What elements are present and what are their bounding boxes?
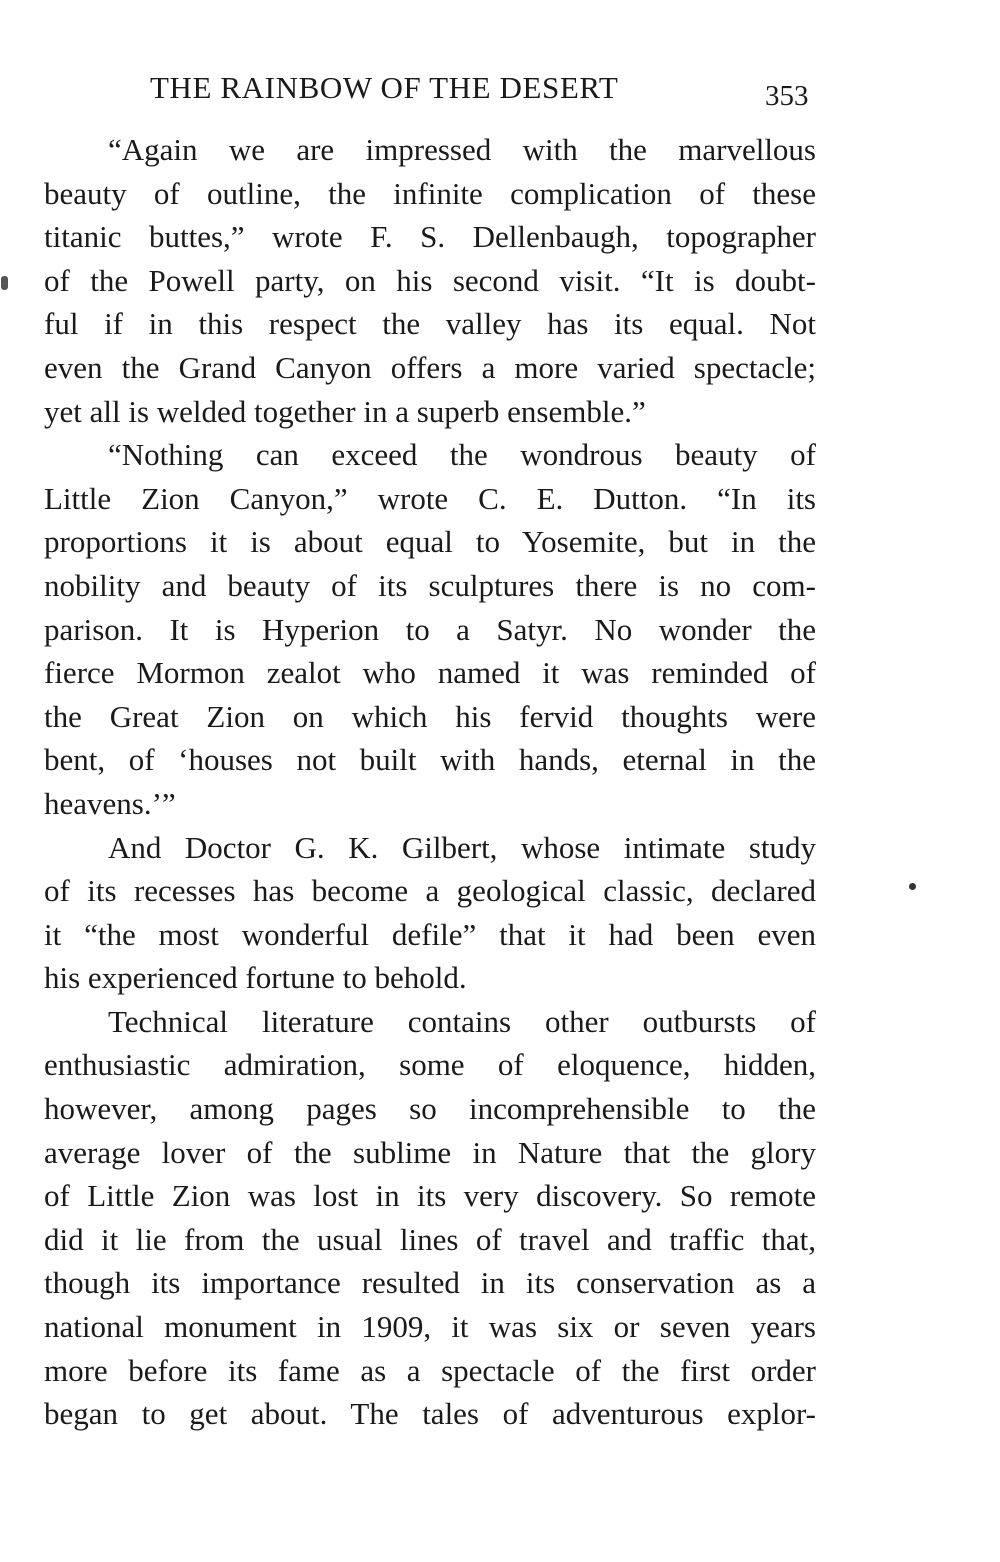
- text-line: enthusiastic admiration, some of eloquence, hidden,: [44, 1047, 816, 1083]
- text-line: of its recesses has become a geological classic, declared: [44, 873, 816, 909]
- margin-mark: [1, 276, 8, 290]
- text-line: it “the most wonderful defile” that it had been even: [44, 916, 816, 952]
- text-line: proportions it is about equal to Yosemite, but in the: [44, 524, 816, 560]
- text-line: nobility and beauty of its sculptures there is no com-: [44, 567, 816, 603]
- running-head: [150, 70, 820, 114]
- margin-dot: [909, 883, 916, 890]
- text-line: his experienced fortune to behold.: [44, 960, 467, 996]
- running-title: THE RAINBOW OF THE DESERT: [150, 70, 619, 105]
- body-text: [44, 128, 816, 1436]
- text-line: ful if in this respect the valley has its equal. Not: [44, 306, 816, 342]
- text-line: parison. It is Hyperion to a Satyr. No wonder the: [44, 611, 816, 647]
- text-line: titanic buttes,” wrote F. S. Dellenbaugh, topographer: [44, 219, 816, 255]
- text-line: bent, of ‘houses not built with hands, eternal in the: [44, 742, 816, 778]
- text-line: “Nothing can exceed the wondrous beauty of: [108, 437, 816, 473]
- text-line: “Again we are impressed with the marvellous: [108, 132, 816, 167]
- text-line: average lover of the sublime in Nature that the glory: [44, 1134, 816, 1170]
- text-line: though its importance resulted in its conservation as a: [44, 1265, 816, 1301]
- text-line: even the Grand Canyon offers a more varied spectacle;: [44, 349, 816, 385]
- text-line: the Great Zion on which his fervid thoughts were: [44, 698, 816, 734]
- paragraph: [44, 1000, 816, 1436]
- text-line: fierce Mormon zealot who named it was reminded of: [44, 655, 816, 691]
- paragraph: [44, 128, 816, 433]
- text-line: beauty of outline, the infinite complication of these: [44, 175, 816, 211]
- text-line: did it lie from the usual lines of travel and traffic that,: [44, 1221, 816, 1257]
- text-line: yet all is welded together in a superb ensemble.”: [44, 393, 646, 429]
- text-line: heavens.’”: [44, 785, 176, 821]
- text-line: more before its fame as a spectacle of the first order: [44, 1352, 816, 1388]
- text-line: of Little Zion was lost in its very discovery. So remote: [44, 1178, 816, 1214]
- text-line: Technical literature contains other outbursts of: [108, 1003, 816, 1039]
- text-line: began to get about. The tales of adventurous explor-: [44, 1396, 816, 1432]
- text-line: Little Zion Canyon,” wrote C. E. Dutton. “In its: [44, 480, 816, 516]
- paragraph: [44, 433, 816, 825]
- text-line: national monument in 1909, it was six or seven years: [44, 1309, 816, 1345]
- paragraph: [44, 826, 816, 1000]
- page-number: 353: [765, 80, 809, 112]
- text-line: however, among pages so incomprehensible to the: [44, 1091, 816, 1127]
- text-line: And Doctor G. K. Gilbert, whose intimate study: [108, 829, 816, 865]
- text-line: of the Powell party, on his second visit. “It is doubt-: [44, 262, 816, 298]
